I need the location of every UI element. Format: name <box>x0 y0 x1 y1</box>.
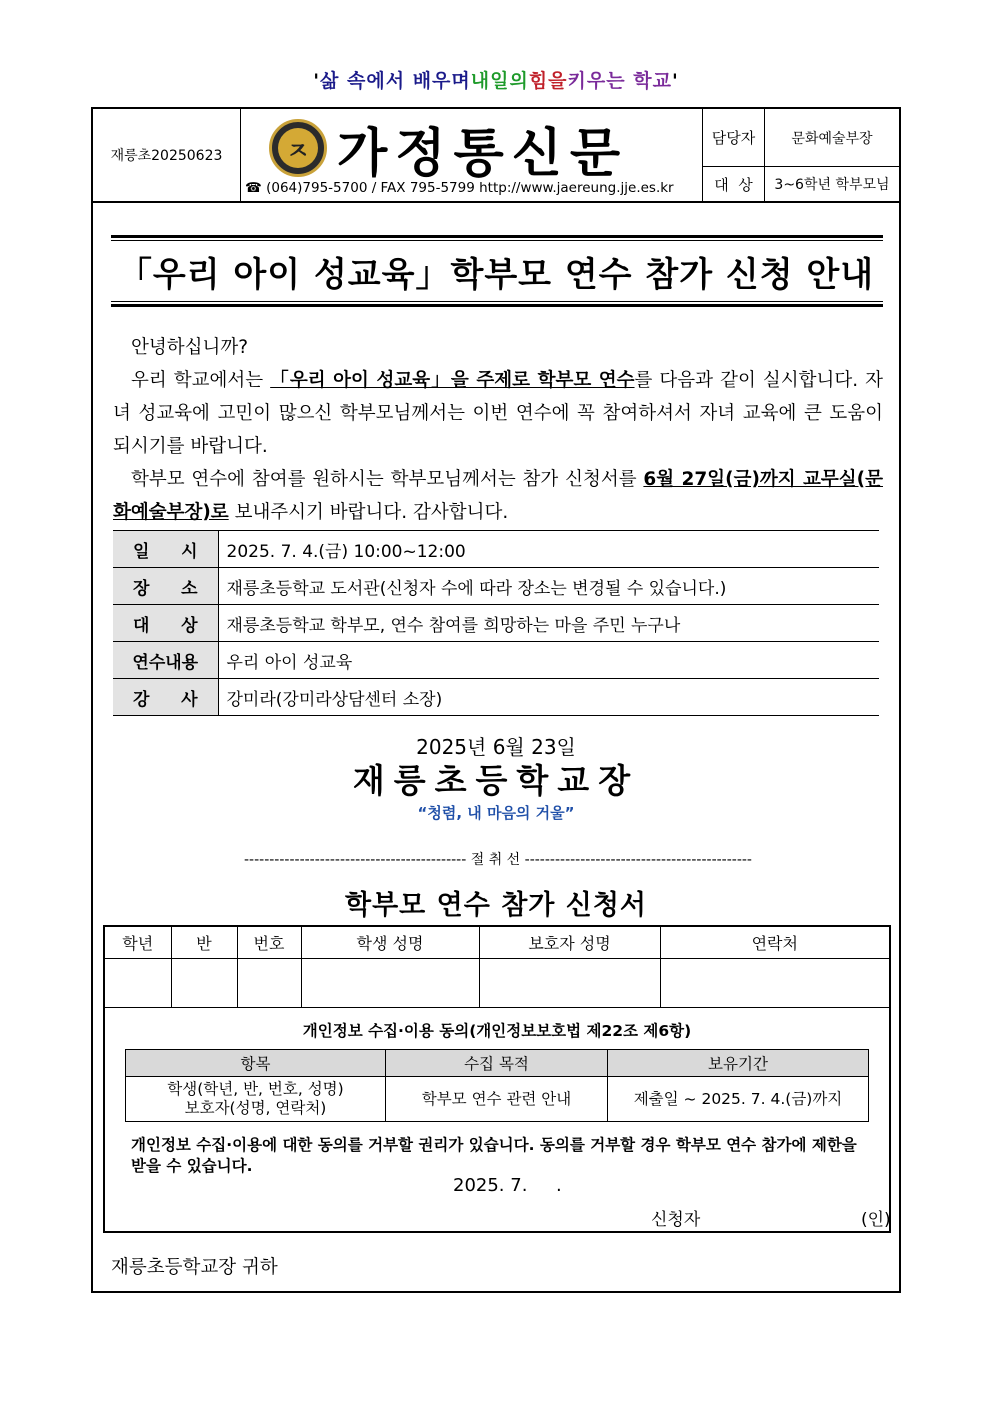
info-label: 장 <box>133 578 150 599</box>
info-label: 사 <box>181 689 198 710</box>
meta-label: 담당자 <box>703 109 765 166</box>
form-title: 학부모 연수 참가 신청서 <box>344 890 648 921</box>
info-row <box>113 679 879 716</box>
title-rule-bottom <box>111 304 883 307</box>
student-name-cell[interactable] <box>301 958 479 1007</box>
motto-part-3: 힘을 <box>528 70 568 92</box>
school-motto <box>0 66 992 93</box>
consent-title: 개인정보 수집·이용 동의(개인정보보호법 제22조 제6항) <box>302 1022 692 1040</box>
meta-row-target <box>703 167 899 201</box>
class-cell[interactable] <box>171 958 237 1007</box>
consent-col-purpose: 수집 목적 <box>386 1050 608 1077</box>
p2-underlined: 6월 27일(금)까지 교무실(문화예술부장)로 <box>113 469 883 523</box>
info-label: 대 <box>133 615 150 636</box>
col-contact: 연락처 <box>660 927 889 958</box>
seal-mark: (인) <box>861 1210 891 1230</box>
application-form <box>103 925 891 1233</box>
cut-line: -------------------------------------------- 절 취 선 --------------------------------------------- <box>244 852 752 868</box>
info-label: 연수내용 <box>113 642 218 679</box>
info-value: 재릉초등학교 도서관(신청자 수에 따라 장소는 변경될 수 있습니다.) <box>218 568 879 605</box>
number-cell[interactable] <box>237 958 301 1007</box>
info-label: 시 <box>181 541 198 562</box>
consent-period: 제출일 ~ 2025. 7. 4.(금)까지 <box>608 1077 869 1122</box>
info-label: 강 <box>133 689 150 710</box>
contact-cell[interactable] <box>660 958 889 1007</box>
notice-body <box>113 331 883 529</box>
motto-quote-close: ' <box>671 70 679 92</box>
col-number: 번호 <box>237 927 301 958</box>
application-table <box>105 927 889 1008</box>
consent-item <box>126 1077 386 1122</box>
info-value: 우리 아이 성교육 <box>218 642 879 679</box>
consent-purpose: 학부모 연수 관련 안내 <box>386 1077 608 1122</box>
contact-info: ☎ (064)795-5700 / FAX 795-5799 http://www.jaereung.jje.es.kr <box>245 180 674 196</box>
title-rule-top-thin <box>111 240 883 241</box>
header-meta <box>703 109 899 201</box>
info-label: 소 <box>181 578 198 599</box>
consent-item-line: 보호자(성명, 연락처) <box>184 1099 327 1117</box>
applicant-label: 신청자 <box>651 1210 701 1230</box>
motto-quote-open: ' <box>313 70 321 92</box>
principal-signature: 재릉초등학교장 <box>352 761 640 800</box>
paragraph-1 <box>113 364 883 463</box>
grade-cell[interactable] <box>105 958 171 1007</box>
document-id: 재릉초20250623 <box>93 109 241 201</box>
info-label: 일 <box>133 541 150 562</box>
application-date[interactable]: 2025. 7. . <box>453 1175 562 1196</box>
guardian-name-cell[interactable] <box>479 958 660 1007</box>
info-value: 2025. 7. 4.(금) 10:00~12:00 <box>218 531 879 568</box>
consent-table <box>125 1049 869 1122</box>
greeting: 안녕하십니까? <box>131 337 249 358</box>
title-rule-bottom-thin <box>111 301 883 302</box>
event-info-table <box>113 530 879 716</box>
consent-col-period: 보유기간 <box>608 1050 869 1077</box>
document-title: 「우리 아이 성교육」학부모 연수 참가 신청 안내 <box>117 255 875 295</box>
col-grade: 학년 <box>105 927 171 958</box>
title-rule-top <box>111 235 883 238</box>
consent-item-line: 학생(학년, 반, 번호, 성명) <box>167 1080 344 1098</box>
emblem-char: ㅈ <box>278 128 318 168</box>
info-label: 상 <box>181 615 198 636</box>
info-value: 재릉초등학교 학부모, 연수 참여를 희망하는 마을 주민 누구나 <box>218 605 879 642</box>
p1-text: 우리 학교에서는 <box>131 370 271 391</box>
p1-underlined: 「우리 아이 성교육」을 주제로 학부모 연수 <box>270 370 635 391</box>
paragraph-2 <box>113 463 883 529</box>
newsletter-logo-block <box>241 109 703 201</box>
document-frame <box>91 107 901 1293</box>
col-student-name: 학생 성명 <box>301 927 479 958</box>
application-input-row <box>105 958 889 1007</box>
p2-text-end: 보내주시기 바랍니다. 감사합니다. <box>228 502 509 523</box>
newsletter-header <box>93 109 899 203</box>
school-emblem-icon <box>269 119 327 177</box>
col-class: 반 <box>171 927 237 958</box>
info-row <box>113 642 879 679</box>
meta-value: 3~6학년 학부모님 <box>774 177 890 193</box>
motto-part-1: 삶 속에서 배우며 <box>320 70 471 92</box>
info-row <box>113 605 879 642</box>
consent-col-item: 항목 <box>126 1050 386 1077</box>
meta-label: 대 상 <box>703 167 765 201</box>
meta-value: 문화예술부장 <box>791 130 873 147</box>
consent-note: 개인정보 수집·이용에 대한 동의를 거부할 권리가 있습니다. 동의를 거부할 경우 학부모 연수 참가에 제한을 받을 수 있습니다. <box>131 1136 857 1175</box>
p2-text: 학부모 연수에 참여를 원하시는 학부모님께서는 참가 신청서를 <box>131 469 644 490</box>
info-row <box>113 531 879 568</box>
info-value: 강미라(강미라상담센터 소장) <box>218 679 879 716</box>
newsletter-title: 가정통신문 <box>337 123 629 184</box>
motto-part-2: 내일의 <box>470 70 529 92</box>
info-row <box>113 568 879 605</box>
meta-row-manager <box>703 109 899 167</box>
addressee: 재릉초등학교장 귀하 <box>111 1257 278 1278</box>
col-guardian-name: 보호자 성명 <box>479 927 660 958</box>
issue-date: 2025년 6월 23일 <box>416 735 576 759</box>
motto-part-4: 키우는 학교 <box>567 70 672 92</box>
integrity-slogan: “청렴, 내 마음의 거울” <box>417 804 575 822</box>
p1-text-end: 를 다음과 같이 실시합니다. 자녀 성교육에 고민이 많으신 학부모님께서는 이번 연수에 꼭 참여하셔서 자녀 교육에 큰 도움이 되시기를 바랍니다. <box>113 370 883 457</box>
